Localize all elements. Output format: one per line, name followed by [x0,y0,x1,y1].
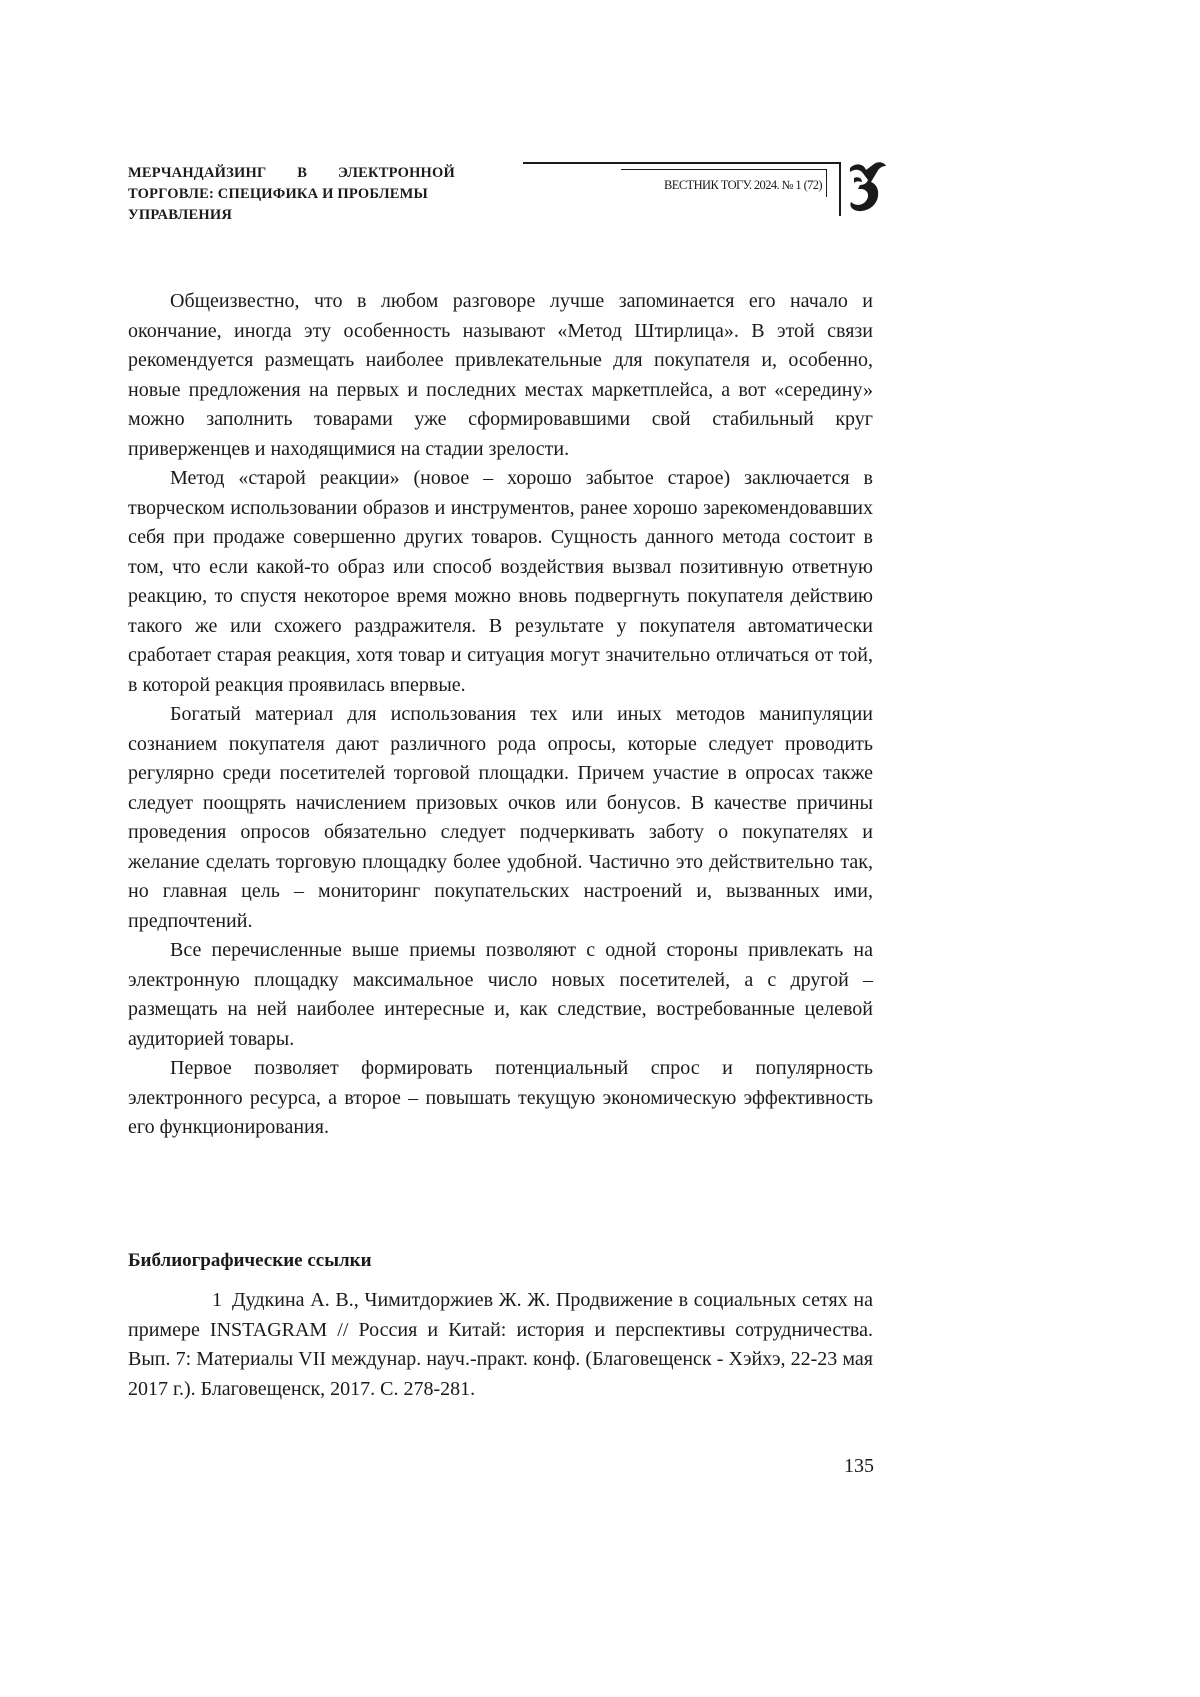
article-body [128,287,873,1143]
body-paragraph: Первое позволяет формировать потенциальный спрос и популярность электронного ресурса, а второе – повышать текущую экономическую эффективность его функционирования. [128,1057,873,1138]
bibliography-list [128,1286,873,1404]
running-header-title [128,163,488,226]
header-title-line-3: УПРАВЛЕНИЯ [128,207,233,223]
header-title-line-2: ТОРГОВЛЕ: СПЕЦИФИКА И ПРОБЛЕМЫ [128,186,428,202]
header-rule-vertical-inner [826,169,827,197]
body-paragraph: Общеизвестно, что в любом разговоре лучше запоминается его начало и окончание, иногда эту особенность называют «Метод Штирлица». В этой связи рекомендуется размещать наиболее привлекательные для покупателя и, особенно, новые предложения на первых и последних местах маркетплейса, а вот «середину» можно заполнить товарами уже сформировавшими свой стабильный круг приверженцев и находящимися на стадии зрелости. [128,290,873,460]
bibliography-item-number: 1 [212,1289,222,1311]
bibliography-heading: Библиографические ссылки [128,1250,372,1271]
body-paragraph: Метод «старой реакции» (новое – хорошо забытое старое) заключается в творческом использовании образов и инструментов, ранее хорошо зарекомендовавших себя при продаже совершенно других товаров. Сущность данного метода состоит в том, что если какой-то образ или способ воздействия вызвал позитивную ответную реакцию, то спустя некоторое время можно вновь подвергнуть покупателя действию такого же или схожего раздражителя. В результате у покупателя автоматически сработает старая реакция, хотя товар и ситуация могут значительно отличаться от той, в которой реакция проявилась впервые. [128,467,873,696]
body-paragraph: Богатый материал для использования тех или иных методов манипуляции сознанием покупателя дают различного рода опросы, которые следует проводить регулярно среди посетителей торговой площадки. Причем участие в опросах также следует поощрять начислением призовых очков или бонусов. В качестве причины проведения опросов обязательно следует подчеркивать заботу о покупателях и желание сделать торговую площадку более удобной. Частично это действительно так, но главная цель – мониторинг покупательских настроений и, вызванных ими, предпочтений. [128,703,873,932]
header-rule-inner [621,169,827,170]
bibliography-item [128,1286,873,1404]
journal-logo-icon [844,158,890,216]
header-rule-top [523,162,839,164]
header-rule-vertical-outer [839,162,841,216]
body-paragraph: Все перечисленные выше приемы позволяют с одной стороны привлекать на электронную площадку максимальное число новых посетителей, а с другой – размещать на ней наиболее интересные и, как следствие, востребованные целевой аудиторией товары. [128,939,873,1050]
bibliography-item-text: Дудкина А. В., Чимитдоржиев Ж. Ж. Продвижение в социальных сетях на примере INSTAGRAM // Россия и Китай: история и перспективы сотрудничества. Вып. 7: Материалы VII междунар. науч.-практ. конф. (Благовещенск - Хэйхэ, 22-23 мая 2017 г.). Благовещенск, 2017. С. 278-281. [128,1289,873,1400]
journal-reference: ВЕСТНИК ТОГУ. 2024. № 1 (72) [664,178,822,192]
page-number: 135 [844,1455,874,1477]
header-title-line-1: МЕРЧАНДАЙЗИНГ В ЭЛЕКТРОННОЙ [128,165,455,181]
